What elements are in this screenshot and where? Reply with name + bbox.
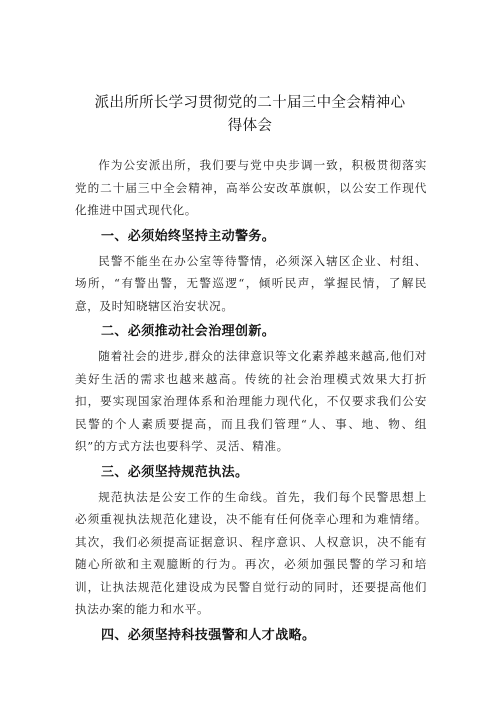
section-heading-2: 二、必须推动社会治理创新。 [101,324,276,339]
intro-paragraph: 作为公安派出所，我们要与党中央步调一致，积极贯彻落实党的二十届三中全会精神，高举公安改革旗帜，以公安工作现代化推进中国式现代化。 [75,158,427,217]
section-heading-1: 一、必须始终坚持主动警务。 [101,228,276,244]
document-title: 派出所所长学习贯彻党的二十届三中全会精神心得体会 [94,95,406,134]
section-paragraph-3: 规范执法是公安工作的生命线。首先，我们每个民警思想上必须重视执法规范化建设，决不能有任何侥幸心理和为难情绪。其次，我们必须提高证据意识、程序意识、人权意识，决不能有随心所欲和主观臆断的行为。再次，必须加强民警的学习和培训，让执法规范化建设成为民警自觉行动的同时，还要提高他们执法办案的能力和水平。 [75,489,427,616]
section-heading-3: 三、必须坚持规范执法。 [101,464,249,480]
section-paragraph-1: 民警不能坐在办公室等待警情，必须深入辖区企业、村组、场所，“有警出警，无警巡逻“，倾听民声，掌握民情，了解民意，及时知晓辖区治安状况。 [75,253,427,313]
document-body [75,154,427,649]
section-paragraph-2: 随着社会的进步,群众的法律意识等文化素养越来越高,他们对美好生活的需求也越来越高。传统的社会治理模式效果大打折扣，要实现国家治理体系和治理能力现代化，不仅要求我们公安民警的个人素质要提高，而且我们管理“人、事、地、物、组织”的方式方法也要科学、灵活、精准。 [75,349,427,453]
section-heading-4: 四、必须坚持科技强警和人才战略。 [101,627,316,643]
